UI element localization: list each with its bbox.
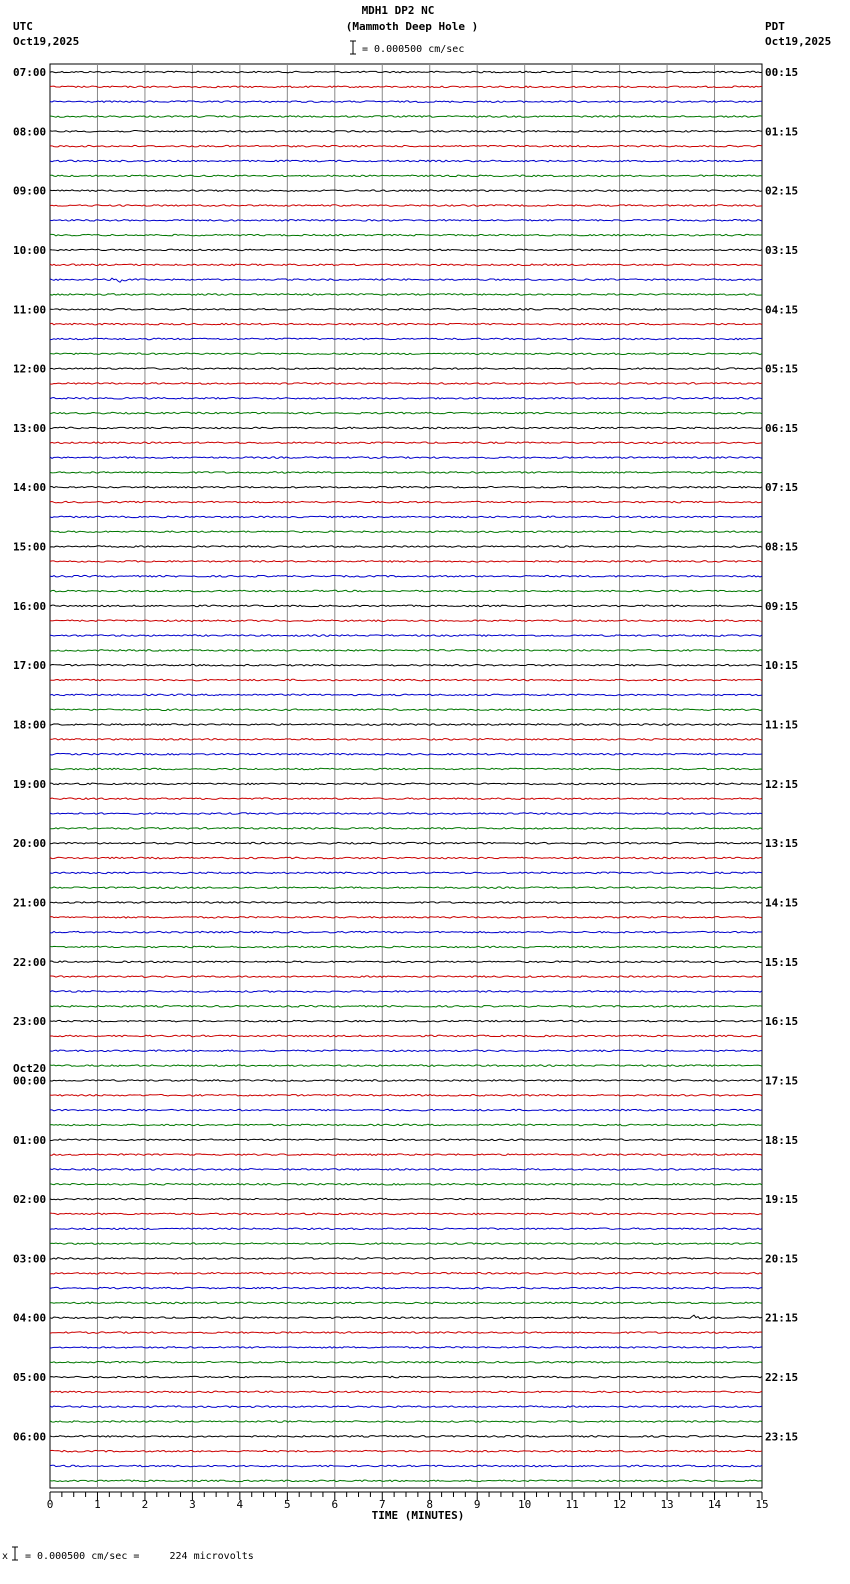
x-tick-label: 8 xyxy=(426,1498,434,1511)
right-date: Oct19,2025 xyxy=(765,35,832,48)
left-date: Oct19,2025 xyxy=(13,35,80,48)
trace-line xyxy=(50,71,762,73)
pdt-hour-label: 22:15 xyxy=(765,1371,799,1385)
utc-hour-label: 21:00 xyxy=(13,896,47,910)
trace-line xyxy=(50,1436,762,1438)
utc-hour-label: 04:00 xyxy=(13,1311,47,1325)
utc-hour-label: 07:00 xyxy=(13,66,47,79)
trace-line xyxy=(50,1272,762,1274)
trace-line xyxy=(50,1376,762,1378)
pdt-hour-label: 10:15 xyxy=(765,659,799,673)
trace-line xyxy=(50,917,762,919)
utc-hour-label: 17:00 xyxy=(13,659,47,673)
pdt-hour-label: 05:15 xyxy=(765,362,799,376)
pdt-hour-label: 13:15 xyxy=(765,837,799,851)
x-tick-label: 6 xyxy=(331,1498,339,1511)
trace-line xyxy=(50,160,762,162)
trace-line xyxy=(50,902,762,904)
trace-line xyxy=(50,1406,762,1408)
trace-line xyxy=(50,1213,762,1215)
site-title: (Mammoth Deep Hole ) xyxy=(345,20,479,33)
utc-hour-label: 02:00 xyxy=(13,1193,47,1207)
trace-line xyxy=(50,86,762,88)
pdt-hour-label: 19:15 xyxy=(765,1193,799,1207)
pdt-hour-label: 03:15 xyxy=(765,243,799,257)
x-tick-label: 10 xyxy=(518,1498,532,1511)
trace-line xyxy=(50,501,762,503)
trace-line xyxy=(50,1391,762,1393)
trace-line xyxy=(50,1347,762,1349)
trace-line xyxy=(50,264,762,266)
x-tick-label: 11 xyxy=(565,1498,579,1511)
trace-line xyxy=(50,768,762,770)
x-tick-label: 7 xyxy=(378,1498,386,1511)
utc-hour-label: 06:00 xyxy=(13,1430,47,1444)
trace-line xyxy=(50,190,762,192)
x-tick-label: 12 xyxy=(612,1498,627,1511)
trace-line xyxy=(50,1450,762,1452)
trace-line xyxy=(50,323,762,325)
trace-line xyxy=(50,1258,762,1260)
trace-line xyxy=(50,1361,762,1363)
pdt-hour-label: 16:15 xyxy=(765,1015,799,1029)
trace-line xyxy=(50,842,762,844)
trace-line xyxy=(50,205,762,207)
right-timezone: PDT xyxy=(765,20,785,33)
pdt-hour-label: 06:15 xyxy=(765,421,799,435)
left-timezone: UTC xyxy=(13,20,33,33)
utc-hour-label: 12:00 xyxy=(13,362,47,376)
utc-hour-label: 15:00 xyxy=(13,540,47,554)
x-tick-label: 4 xyxy=(236,1498,244,1511)
utc-hour-label: 18:00 xyxy=(13,718,47,732)
trace-line xyxy=(50,116,762,118)
trace-line xyxy=(50,561,762,563)
trace-line xyxy=(50,694,762,696)
pdt-hour-label: 02:15 xyxy=(765,184,799,198)
trace-line xyxy=(50,679,762,681)
utc-hour-label: 05:00 xyxy=(13,1371,47,1385)
pdt-hour-label: 21:15 xyxy=(765,1311,799,1325)
trace-line xyxy=(50,249,762,251)
utc-hour-label: 01:00 xyxy=(13,1133,47,1147)
utc-hour-label: 22:00 xyxy=(13,955,47,969)
trace-line xyxy=(50,724,762,726)
trace-line xyxy=(50,1480,762,1482)
trace-line xyxy=(50,383,762,385)
pdt-hour-label: 00:15 xyxy=(765,66,799,79)
trace-line xyxy=(50,1109,762,1111)
utc-hour-label: 09:00 xyxy=(13,184,47,198)
trace-line xyxy=(50,412,762,414)
pdt-hour-label: 18:15 xyxy=(765,1133,799,1147)
utc-hour-label: 23:00 xyxy=(13,1015,47,1029)
pdt-hour-labels xyxy=(765,66,798,1443)
trace-line xyxy=(50,1465,762,1467)
pdt-hour-label: 12:15 xyxy=(765,777,799,791)
trace-line xyxy=(50,220,762,222)
trace-line xyxy=(50,531,762,533)
trace-line xyxy=(50,1332,762,1334)
trace-line xyxy=(50,294,762,296)
trace-line xyxy=(50,308,762,310)
pdt-hour-label: 17:15 xyxy=(765,1074,799,1088)
trace-line xyxy=(50,931,762,933)
trace-line xyxy=(50,1421,762,1423)
x-tick-label: 9 xyxy=(473,1498,481,1511)
trace-line xyxy=(50,605,762,607)
trace-line xyxy=(50,1183,762,1185)
x-tick-label: 13 xyxy=(660,1498,674,1511)
trace-line xyxy=(50,1169,762,1171)
trace-line xyxy=(50,131,762,133)
trace-line xyxy=(50,739,762,741)
trace-line xyxy=(50,575,762,577)
trace-line xyxy=(50,472,762,474)
trace-line xyxy=(50,175,762,177)
trace-line xyxy=(50,546,762,548)
trace-line xyxy=(50,1035,762,1037)
pdt-hour-label: 07:15 xyxy=(765,481,799,495)
utc-hour-label: 03:00 xyxy=(13,1252,47,1266)
trace-line xyxy=(50,813,762,815)
trace-line xyxy=(50,1094,762,1096)
plot-area xyxy=(13,64,798,1488)
trace-line xyxy=(50,1124,762,1126)
pdt-hour-label: 23:15 xyxy=(765,1430,799,1444)
trace-line xyxy=(50,234,762,236)
x-tick-label: 0 xyxy=(46,1498,54,1511)
trace-line xyxy=(50,783,762,785)
scale-bar-icon xyxy=(350,41,356,54)
utc-hour-label: 13:00 xyxy=(13,421,47,435)
footer-prefix: x xyxy=(2,1551,9,1562)
utc-hour-label: 14:00 xyxy=(13,481,47,495)
utc-hour-label: 10:00 xyxy=(13,243,47,257)
pdt-hour-label: 11:15 xyxy=(765,718,799,732)
utc-hour-label: 20:00 xyxy=(13,837,47,851)
plot-frame xyxy=(50,64,762,1488)
utc-hour-label: 00:00 xyxy=(13,1074,47,1088)
pdt-hour-label: 04:15 xyxy=(765,303,799,317)
trace-line xyxy=(50,338,762,340)
seismic-traces xyxy=(50,71,762,1481)
trace-line xyxy=(50,753,762,755)
trace-line xyxy=(50,1228,762,1230)
trace-line xyxy=(50,872,762,874)
pdt-hour-label: 01:15 xyxy=(765,125,799,139)
trace-line xyxy=(50,1005,762,1007)
trace-line xyxy=(50,442,762,444)
trace-line xyxy=(50,709,762,711)
x-tick-label: 2 xyxy=(141,1498,149,1511)
trace-line xyxy=(50,664,762,666)
trace-line xyxy=(50,946,762,948)
date-change-label: Oct20 xyxy=(13,1062,47,1075)
trace-line xyxy=(50,1243,762,1245)
trace-line xyxy=(50,486,762,488)
footer-scale-bar-icon xyxy=(12,1547,18,1560)
pdt-hour-label: 14:15 xyxy=(765,896,799,910)
trace-line xyxy=(50,620,762,622)
pdt-hour-label: 15:15 xyxy=(765,955,799,969)
trace-line xyxy=(50,1065,762,1067)
x-tick-label: 15 xyxy=(755,1498,769,1511)
footer-scale-label: = 0.000500 cm/sec = 224 microvolts xyxy=(25,1551,254,1562)
x-tick-label: 5 xyxy=(284,1498,291,1511)
utc-hour-label: 16:00 xyxy=(13,599,47,613)
trace-line xyxy=(50,1287,762,1289)
pdt-hour-label: 09:15 xyxy=(765,599,799,613)
pdt-hour-label: 20:15 xyxy=(765,1252,799,1266)
x-axis-label: TIME (MINUTES) xyxy=(371,1509,465,1522)
pdt-hour-label: 08:15 xyxy=(765,540,799,554)
utc-hour-label: 08:00 xyxy=(13,125,47,139)
trace-line xyxy=(50,1315,762,1318)
trace-line xyxy=(50,961,762,963)
utc-hour-label: 19:00 xyxy=(13,777,47,791)
trace-line xyxy=(50,828,762,830)
trace-line xyxy=(50,976,762,978)
trace-line xyxy=(50,798,762,800)
vertical-gridlines xyxy=(97,64,714,1488)
trace-line xyxy=(50,1302,762,1304)
utc-hour-labels xyxy=(13,66,46,1443)
x-tick-label: 3 xyxy=(189,1498,196,1511)
trace-line xyxy=(50,516,762,518)
trace-line xyxy=(50,457,762,459)
x-tick-label: 1 xyxy=(94,1498,101,1511)
trace-line xyxy=(50,635,762,637)
trace-line xyxy=(50,427,762,429)
utc-hour-label: 11:00 xyxy=(13,303,47,317)
trace-line xyxy=(50,590,762,592)
trace-line xyxy=(50,857,762,859)
trace-line xyxy=(50,1198,762,1200)
trace-line xyxy=(50,1050,762,1052)
x-tick-label: 14 xyxy=(707,1498,722,1511)
scale-label: = 0.000500 cm/sec xyxy=(362,44,465,55)
trace-line xyxy=(50,991,762,993)
trace-line xyxy=(50,1080,762,1082)
trace-line xyxy=(50,353,762,355)
trace-line xyxy=(50,368,762,370)
trace-line xyxy=(50,101,762,103)
trace-line xyxy=(50,1154,762,1156)
trace-line xyxy=(50,278,762,282)
trace-line xyxy=(50,887,762,889)
trace-line xyxy=(50,1139,762,1141)
trace-line xyxy=(50,397,762,399)
trace-line xyxy=(50,650,762,652)
trace-line xyxy=(50,1020,762,1022)
station-title: MDH1 DP2 NC xyxy=(361,4,435,17)
trace-line xyxy=(50,145,762,147)
